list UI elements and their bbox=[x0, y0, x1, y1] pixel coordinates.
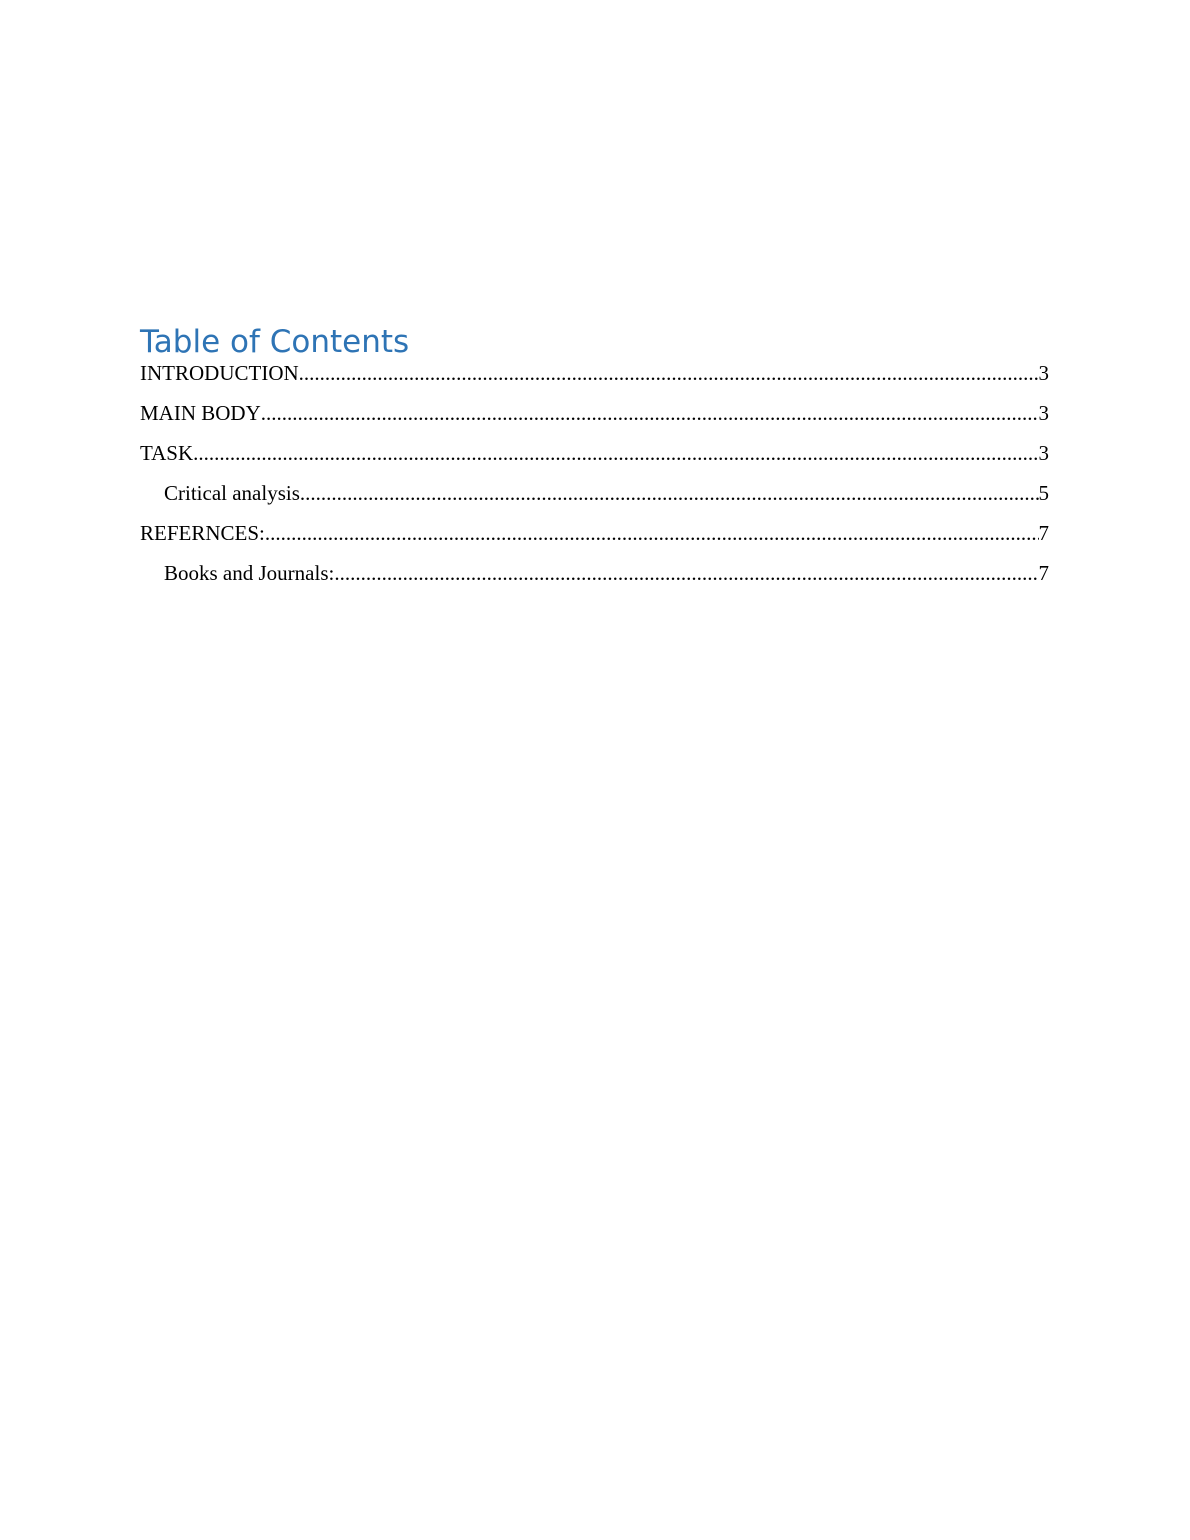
toc-dot-leader bbox=[300, 480, 1039, 506]
toc-page-number: 3 bbox=[1038, 361, 1049, 385]
toc-dot-leader bbox=[261, 400, 1039, 426]
toc-dot-leader bbox=[193, 440, 1038, 466]
toc-entry-label: Critical analysis bbox=[164, 481, 300, 505]
toc-entry-references[interactable] bbox=[140, 520, 1049, 560]
toc-page-number: 7 bbox=[1038, 561, 1049, 585]
toc-entry-label: TASK bbox=[140, 441, 194, 465]
toc-entry-label: MAIN BODY bbox=[140, 401, 261, 425]
table-of-contents bbox=[140, 322, 1049, 600]
toc-entry-label: INTRODUCTION bbox=[140, 361, 299, 385]
toc-dot-leader bbox=[299, 360, 1039, 386]
toc-page-number: 7 bbox=[1038, 521, 1049, 545]
toc-heading: Table of Contents bbox=[140, 324, 410, 360]
toc-entry-main-body[interactable] bbox=[140, 400, 1049, 440]
toc-entry-critical-analysis[interactable] bbox=[140, 480, 1049, 520]
toc-page-number: 3 bbox=[1038, 401, 1049, 425]
toc-list bbox=[140, 360, 1049, 600]
toc-entry-task[interactable] bbox=[140, 440, 1049, 480]
toc-entry-label: REFERNCES: bbox=[140, 521, 265, 545]
toc-dot-leader bbox=[334, 560, 1038, 586]
toc-entry-label: Books and Journals: bbox=[164, 561, 335, 585]
toc-entry-books-and-journals[interactable] bbox=[140, 560, 1049, 600]
toc-entry-introduction[interactable] bbox=[140, 360, 1049, 400]
toc-dot-leader bbox=[265, 520, 1039, 546]
toc-page-number: 3 bbox=[1038, 441, 1049, 465]
toc-page-number: 5 bbox=[1038, 481, 1049, 505]
